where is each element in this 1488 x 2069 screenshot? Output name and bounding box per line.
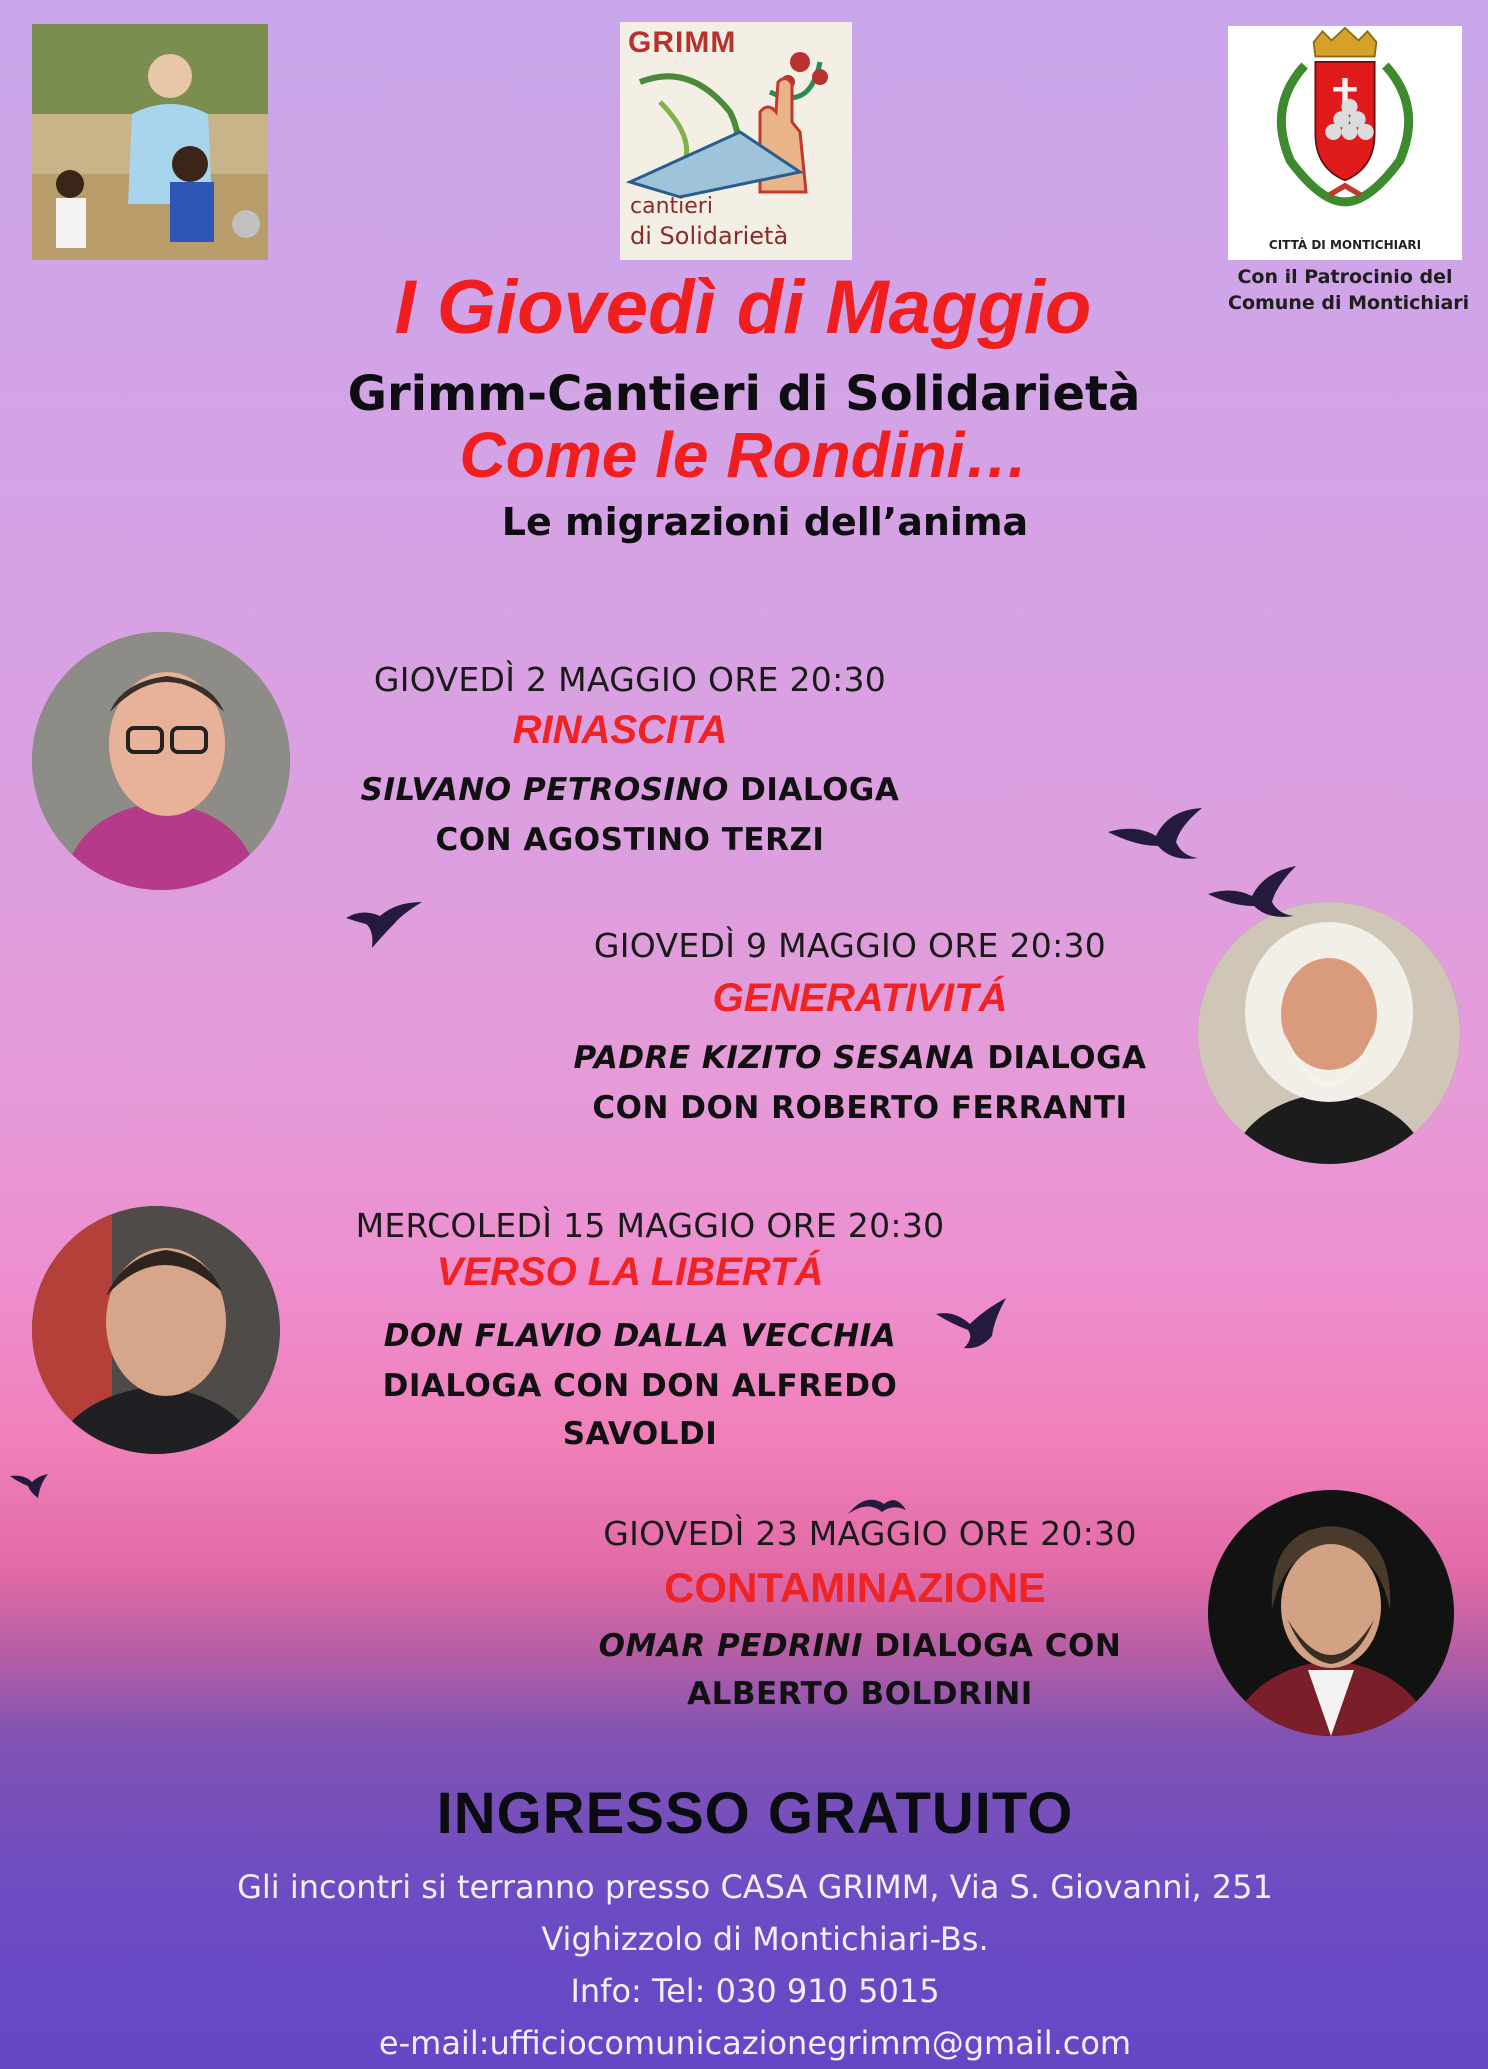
municipality-crest xyxy=(1228,26,1462,260)
event-2-speaker: PADRE KIZITO SESANA xyxy=(573,1040,977,1076)
bird-icon xyxy=(8,1470,50,1500)
event-4-line-1-rest: DIALOGA CON xyxy=(863,1628,1122,1664)
event-1-line-2: CON AGOSTINO TERZI xyxy=(435,822,825,858)
poster-tagline: Le migrazioni dell’anima xyxy=(501,500,1029,544)
logo-brand-bottom-2: di Solidarietà xyxy=(630,222,789,250)
event-1-speaker: SILVANO PETROSINO xyxy=(360,772,729,808)
event-3-line-3: SAVOLDI xyxy=(562,1416,718,1452)
venue-line: Gli incontri si terranno presso CASA GRIMM, Via S. Giovanni, 251 xyxy=(237,1868,1273,1906)
event-1-line-1 xyxy=(300,772,960,808)
event-3-line-1 xyxy=(320,1318,960,1354)
logo-brand-bottom-1: cantieri xyxy=(630,194,713,219)
poster-subtitle: Come le Rondini… xyxy=(459,419,1029,491)
email-line: e-mail:ufficiocomunicazionegrimm@gmail.com xyxy=(378,2024,1132,2062)
logo-brand-top: GRIMM xyxy=(628,26,737,59)
crest-caption: CITTÀ DI MONTICHIARI xyxy=(1268,238,1422,252)
event-2-line-1 xyxy=(530,1040,1190,1076)
founder-photo xyxy=(32,24,268,260)
phone-line: Info: Tel: 030 910 5015 xyxy=(570,1972,940,2010)
bird-icon xyxy=(934,1296,1008,1352)
event-4-date: GIOVEDÌ 23 MAGGIO ORE 20:30 xyxy=(603,1514,1137,1553)
bird-icon xyxy=(1206,864,1302,922)
speaker-photo-1 xyxy=(32,632,290,890)
event-1-date: GIOVEDÌ 2 MAGGIO ORE 20:30 xyxy=(373,660,887,699)
event-3-line-2: DIALOGA CON DON ALFREDO xyxy=(382,1368,898,1404)
patronage-line-1: Con il Patrocinio del xyxy=(1237,266,1453,288)
event-3-speaker: DON FLAVIO DALLA VECCHIA xyxy=(383,1318,897,1354)
poster-title: I Giovedì di Maggio xyxy=(394,265,1092,350)
speaker-photo-4 xyxy=(1208,1490,1454,1736)
event-2-date: GIOVEDÌ 9 MAGGIO ORE 20:30 xyxy=(593,926,1107,965)
event-1-topic: RINASCITA xyxy=(512,708,728,752)
event-4-line-2: ALBERTO BOLDRINI xyxy=(687,1676,1033,1712)
event-2-line-2: CON DON ROBERTO FERRANTI xyxy=(592,1090,1128,1126)
speaker-photo-2 xyxy=(1198,902,1460,1164)
event-4-speaker: OMAR PEDRINI xyxy=(598,1628,864,1664)
event-3-date: MERCOLEDÌ 15 MAGGIO ORE 20:30 xyxy=(355,1206,945,1245)
free-entry-headline: INGRESSO GRATUITO xyxy=(436,1781,1074,1846)
organizer-name: Grimm-Cantieri di Solidarietà xyxy=(347,366,1141,422)
event-2-topic: GENERATIVITÁ xyxy=(712,976,1008,1020)
event-4-topic: CONTAMINAZIONE xyxy=(664,1564,1046,1611)
bird-icon xyxy=(344,898,424,950)
event-1-line-1-rest: DIALOGA xyxy=(728,772,900,808)
bird-icon xyxy=(846,1490,908,1516)
patronage-line-2: Comune di Montichiari xyxy=(1228,292,1470,314)
bird-icon xyxy=(1106,806,1206,866)
event-2-line-1-rest: DIALOGA xyxy=(976,1040,1147,1076)
event-4-line-1 xyxy=(540,1628,1180,1664)
event-3-topic: VERSO LA LIBERTÁ xyxy=(436,1250,824,1294)
speaker-photo-3 xyxy=(32,1206,280,1454)
grimm-logo xyxy=(620,22,852,260)
town-line: Vighizzolo di Montichiari-Bs. xyxy=(541,1920,989,1958)
